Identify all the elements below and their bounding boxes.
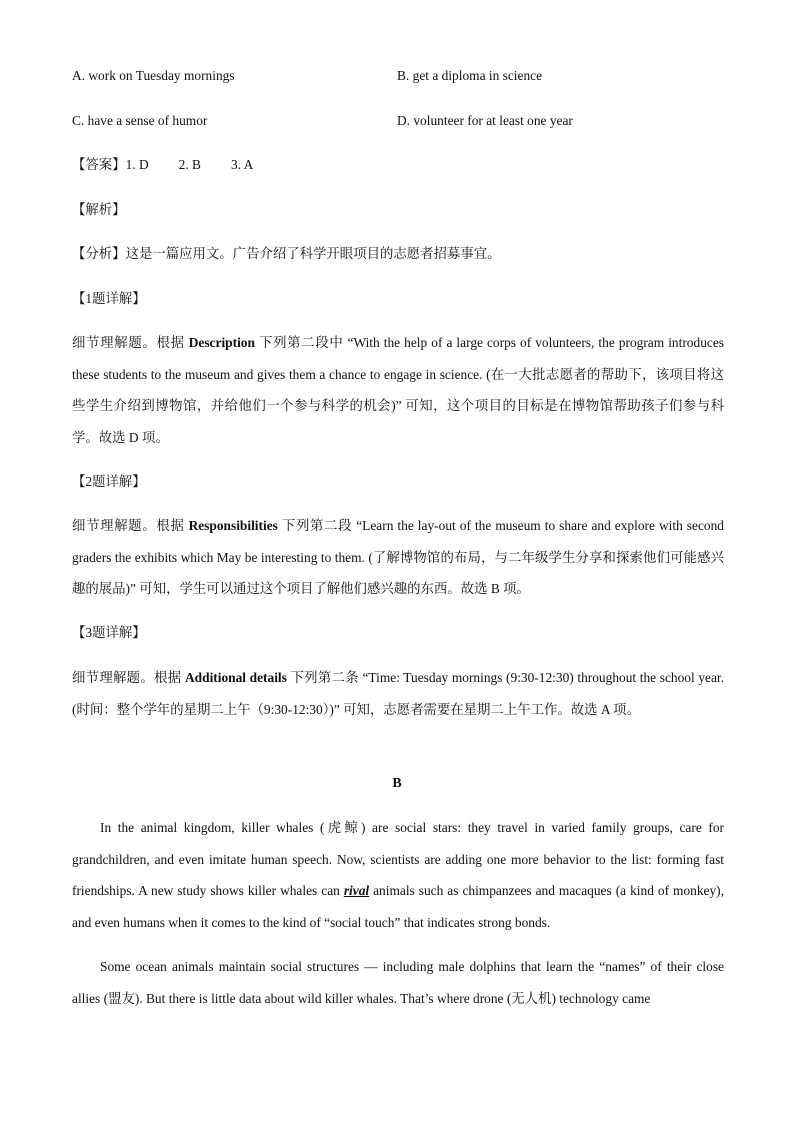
fenxi-text: 这是一篇应用文。广告介绍了科学开眼项目的志愿者招募事宜。 [125, 246, 501, 261]
q2-post: 下列第二段 “Learn the lay-out of the museum to share and explore with second graders the exhibits which May be interesting to them. (了解博物馆的布局，与二年级学生分享和探索他们可能感兴趣的展品)” 可知，学生可以通过这个项目了解他们感兴趣的东西。故选 B 项。 [72, 518, 724, 596]
q1-post: 下列第二段中 “With the help of a large corps of volunteers, the program introduces these students to the museum and gives them a chance to engage in science. (在一大批志愿者的帮助下，该项目将这些学生介绍到博物馆，并给他们一个参与科学的机会)” 可知，这个项目的目标是在博物馆帮助孩子们参与科学。故选 D 项。 [72, 335, 724, 445]
fenxi-label: 【分析】 [72, 246, 126, 261]
option-b: B. get a diploma in science [397, 68, 543, 83]
q3-keyword: Additional details [185, 670, 287, 685]
q3-post: 下列第二条 “Time: Tuesday mornings (9:30-12:30) throughout the school year. (时间：整个学年的星期二上午（9:30-12:30）)” 可知，志愿者需要在星期二上午工作。故选 A 项。 [72, 670, 724, 717]
option-c: C. have a sense of humor [72, 113, 208, 128]
q1-keyword: Description [188, 335, 255, 350]
passage-paragraph-2: Some ocean animals maintain social structures — including male dolphins that learn the “names” of their close allies (盟友). But there is little data about wild killer whales. That’s where drone (无人机) technology came [72, 959, 724, 1006]
p1-post: animals such as chimpanzees and macaques (a kind of monkey), and even humans when it comes to the kind of “social touch” that indicates strong bonds. [72, 883, 724, 930]
option-d: D. volunteer for at least one year [397, 113, 573, 128]
answer-line [72, 156, 279, 174]
q1-heading: 【1题详解】 [72, 291, 146, 306]
q2-heading: 【2题详解】 [72, 474, 146, 489]
q3-heading: 【3题详解】 [72, 625, 146, 640]
answer-item: 2. B [178, 157, 201, 172]
p1-pre: In the animal kingdom, killer whales (虎鲸) are social stars: they travel in varied family groups, care for grandchildren, and even imitate human speech. Now, scientists are adding one more behavior to the list: forming fast friendships. A new study shows killer whales can [72, 820, 724, 898]
answer-item: 1. D [125, 157, 149, 172]
fenxi-line [72, 245, 501, 263]
analysis-label: 【解析】 [72, 202, 126, 217]
q1-explanation [72, 327, 724, 453]
passage-paragraph-1 [72, 812, 724, 938]
answer-item: 3. A [230, 157, 254, 172]
q2-explanation [72, 510, 724, 605]
q2-pre: 细节理解题。根据 [72, 518, 189, 533]
q1-pre: 细节理解题。根据 [72, 335, 189, 350]
q3-explanation [72, 662, 724, 725]
section-b-title: B [392, 776, 402, 791]
q3-pre: 细节理解题。根据 [72, 670, 185, 685]
rival-keyword: rival [343, 883, 370, 898]
option-a: A. work on Tuesday mornings [72, 68, 235, 83]
q2-keyword: Responsibilities [188, 518, 278, 533]
answer-label: 【答案】 [72, 157, 126, 172]
